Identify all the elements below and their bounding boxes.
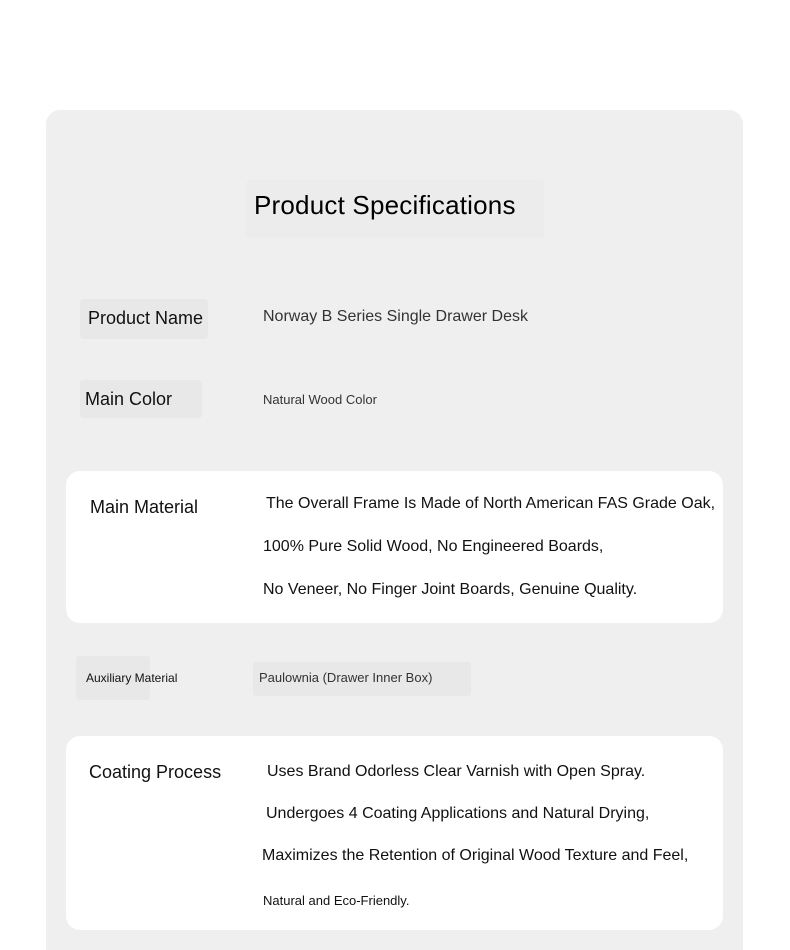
coating-process-line-1: Uses Brand Odorless Clear Varnish with Open Spray. (267, 763, 646, 780)
auxiliary-material-value: Paulownia (Drawer Inner Box) (259, 670, 433, 685)
main-material-line-2: 100% Pure Solid Wood, No Engineered Boards, (263, 538, 604, 555)
main-material-label: Main Material (90, 497, 199, 517)
auxiliary-material-label: Auxiliary Material (86, 671, 178, 685)
coating-process-line-3: Maximizes the Retention of Original Wood Texture and Feel, (262, 847, 689, 864)
page-title: Product Specifications (254, 190, 516, 220)
main-material-line-3: No Veneer, No Finger Joint Boards, Genuine Quality. (263, 581, 638, 598)
coating-process-line-4: Natural and Eco-Friendly. (263, 893, 410, 908)
main-material-line-1: The Overall Frame Is Made of North American FAS Grade Oak, (266, 495, 716, 512)
product-name-value: Norway B Series Single Drawer Desk (263, 308, 528, 325)
main-color-label: Main Color (85, 389, 173, 409)
main-color-value: Natural Wood Color (263, 392, 377, 407)
product-name-label: Product Name (88, 308, 204, 328)
coating-process-label: Coating Process (89, 762, 222, 782)
coating-process-line-2: Undergoes 4 Coating Applications and Natural Drying, (266, 805, 650, 822)
